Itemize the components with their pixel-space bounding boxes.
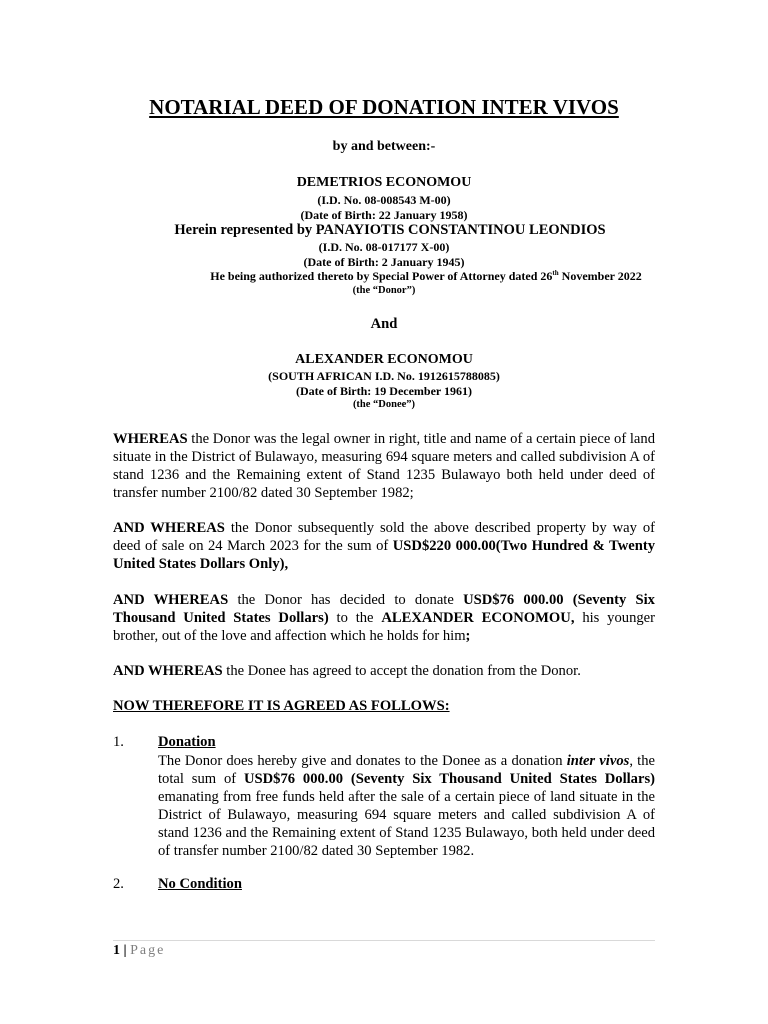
footer-divider <box>113 940 655 941</box>
whereas-text: his younger brother, out of the love and affection which he holds for him <box>113 610 655 644</box>
clause-text: emanating from free funds held after the sale of a certain piece of land situate in the District of Bulawayo, measuring 694 square meters and called subdivision A of stand 1236 and the Remaining extent of Stand 1235 Bulawayo, both held under deed of transfer number 2100/82 dated 30 September 1982. <box>158 789 655 859</box>
donee-dob: (Date of Birth: 19 December 1961) <box>295 384 473 398</box>
page-number: 1 <box>113 943 120 958</box>
clause-number: 2. <box>113 876 124 892</box>
clause-title-donation: Donation <box>158 734 216 750</box>
rep-dob: (Date of Birth: 2 January 1945) <box>303 255 465 269</box>
document-title: NOTARIAL DEED OF DONATION INTER VIVOS <box>149 95 619 119</box>
whereas-lead: AND WHEREAS <box>113 663 223 679</box>
whereas-text: the Donor has decided to donate <box>228 592 464 608</box>
donee-id: (SOUTH AFRICAN I.D. No. 1912615788085) <box>268 369 500 383</box>
clause-text: The Donor does hereby give and donates to the Donee as a donation <box>158 753 567 769</box>
whereas-lead: AND WHEREAS <box>113 520 225 536</box>
whereas-end: ; <box>465 628 471 644</box>
clause-number: 1. <box>113 734 124 750</box>
authority-line <box>42 269 768 284</box>
whereas-lead: WHEREAS <box>113 431 188 447</box>
donor-label: (the “Donor”) <box>352 285 416 296</box>
sale-amount: USD$220 000.00(Two Hundred & Twenty United States Dollars Only), <box>113 538 655 572</box>
authority-text: He being authorized thereto by Special Power of Attorney dated 26 <box>210 269 553 283</box>
clause-italic: inter vivos <box>566 753 630 769</box>
donee-label: (the “Donee”) <box>352 399 416 410</box>
page-word: Page <box>130 943 166 958</box>
donor-name: DEMETRIOS ECONOMOU <box>296 175 472 190</box>
clause-body-donation <box>158 752 655 860</box>
donation-amount: USD$76 000.00 (Seventy Six Thousand United States Dollars) <box>113 592 655 626</box>
by-and-between: by and between:- <box>332 139 436 154</box>
agreed-heading: NOW THEREFORE IT IS AGREED AS FOLLOWS: <box>113 698 450 714</box>
whereas-text: the Donor subsequently sold the above described property by way of deed of sale on 24 March 2023 for the sum of <box>113 520 655 554</box>
clause-amount: USD$76 000.00 (Seventy Six Thousand United States Dollars) <box>243 771 655 787</box>
page-footer <box>113 943 165 959</box>
donor-id: (I.D. No. 08-008543 M-00) <box>317 193 451 207</box>
footer-separator: | <box>120 943 131 958</box>
clause-text: , the total sum of <box>158 753 655 787</box>
donee-name-inline: ALEXANDER ECONOMOU, <box>381 610 575 626</box>
whereas-paragraph-1 <box>113 430 655 502</box>
and-word: And <box>370 316 398 332</box>
whereas-text: to the <box>328 610 382 626</box>
whereas-lead: AND WHEREAS <box>113 592 229 608</box>
clause-title-no-condition: No Condition <box>158 876 242 892</box>
donor-dob: (Date of Birth: 22 January 1958) <box>300 208 468 222</box>
whereas-text: the Donee has agreed to accept the donation from the Donor. <box>222 663 581 679</box>
whereas-text: the Donor was the legal owner in right, title and name of a certain piece of land situate in the District of Bulawayo, measuring 694 square meters and called subdivision A of stand 1236 and the Remaining extent of Stand 1235 Bulawayo both held under deed of transfer number 2100/82 dated 30 September 1982; <box>113 431 655 501</box>
authority-sup: th <box>552 269 559 277</box>
rep-id: (I.D. No. 08-017177 X-00) <box>318 240 450 254</box>
donee-name: ALEXANDER ECONOMOU <box>295 352 473 367</box>
rep-prefix: Herein represented by <box>174 222 316 238</box>
whereas-paragraph-4 <box>113 662 655 680</box>
whereas-paragraph-2 <box>113 519 655 573</box>
authority-date: November 2022 <box>558 269 642 283</box>
whereas-paragraph-3 <box>113 591 655 645</box>
rep-name: PANAYIOTIS CONSTANTINOU LEONDIOS <box>315 222 606 238</box>
donor-representative <box>6 222 768 239</box>
